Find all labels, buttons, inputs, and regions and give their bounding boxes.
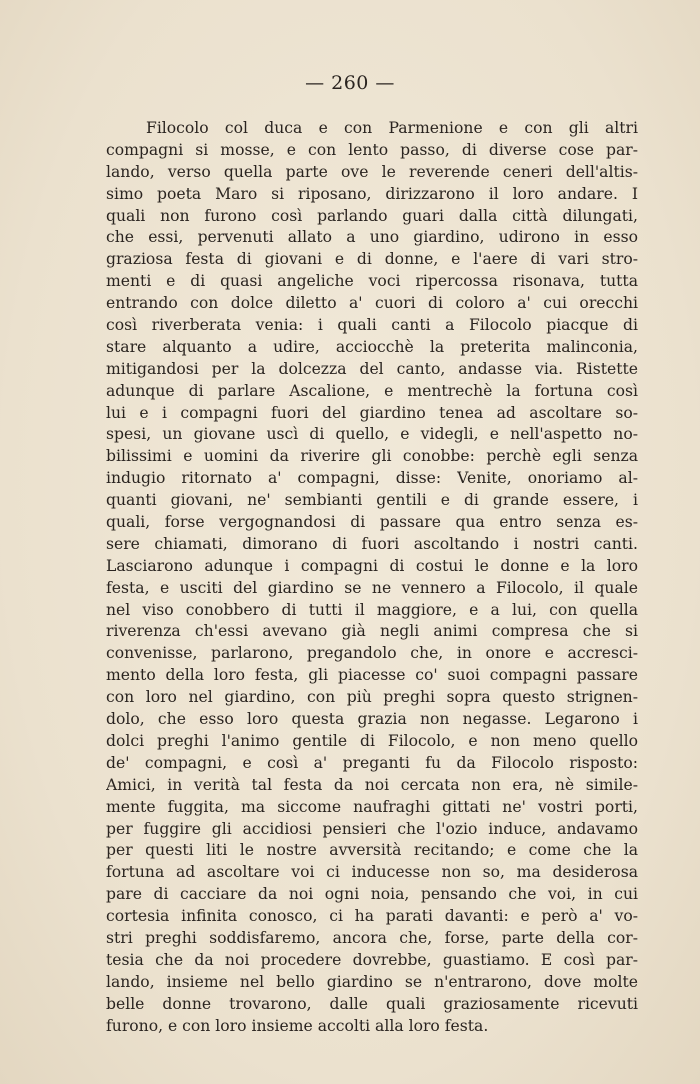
text-line: furono, e con loro insieme accolti alla loro festa. (106, 1016, 489, 1035)
text-line: de' compagni, e così a' preganti fu da Filocolo risposto: (106, 753, 638, 772)
text-line: adunque di parlare Ascalione, e mentrechè la fortuna così (106, 381, 638, 400)
text-line: tesia che da noi procedere dovrebbe, guastiamo. E così par- (106, 950, 638, 969)
text-line: simo poeta Maro si riposano, dirizzarono il loro andare. I (106, 184, 638, 203)
text-line: riverenza ch'essi avevano già negli animi compresa che si (106, 622, 638, 641)
text-line: pare di cacciare da noi ogni noia, pensando che voi, in cui (106, 885, 638, 904)
text-line: lando, verso quella parte ove le reverende ceneri dell'altis- (106, 162, 638, 181)
text-line: che essi, pervenuti allato a uno giardino, udirono in esso (106, 228, 638, 247)
text-line: per questi liti le nostre avversità recitando; e come che la (106, 841, 638, 860)
text-line: con loro nel giardino, con più preghi sopra questo strignen- (106, 688, 638, 707)
text-line: per fuggire gli accidiosi pensieri che l'ozio induce, andavamo (106, 819, 638, 838)
text-line: festa, e usciti del giardino se ne vennero a Filocolo, il quale (106, 578, 638, 597)
text-line: quali non furono così parlando guari dalla città dilungati, (106, 206, 638, 225)
text-line: dolci preghi l'animo gentile di Filocolo, e non meno quello (106, 731, 638, 750)
text-line: nel viso conobbero di tutti il maggiore, e a lui, con quella (106, 600, 638, 619)
text-line: quanti giovani, ne' sembianti gentili e di grande essere, i (106, 491, 638, 510)
text-line: menti e di quasi angeliche voci ripercossa risonava, tutta (106, 272, 638, 291)
text-line: sere chiamati, dimorano di fuori ascoltando i nostri canti. (106, 534, 638, 553)
text-line: belle donne trovarono, dalle quali graziosamente ricevuti (106, 994, 638, 1013)
text-line: bilissimi e uomini da riverire gli conobbe: perchè egli senza (106, 447, 638, 466)
text-line: fortuna ad ascoltare voi ci inducesse non so, ma desiderosa (106, 863, 638, 882)
text-line: così riverberata venia: i quali canti a Filocolo piacque di (106, 316, 638, 335)
text-line: entrando con dolce diletto a' cuori di coloro a' cui orecchi (106, 294, 638, 313)
text-line: mitigandosi per la dolcezza del canto, andasse via. Ristette (106, 359, 638, 378)
text-line: Filocolo col duca e con Parmenione e con gli altri (146, 119, 638, 137)
text-line: indugio ritornato a' compagni, disse: Venite, onoriamo al- (106, 469, 638, 488)
text-line: mento della loro festa, gli piacesse co' suoi compagni passare (106, 666, 638, 685)
text-line: quali, forse vergognandosi di passare qua entro senza es- (106, 513, 638, 532)
page-number: — 260 — (305, 72, 395, 94)
text-line: graziosa festa di giovani e di donne, e l'aere di vari stro- (106, 250, 638, 269)
text-line: convenisse, parlarono, pregandolo che, in onore e accresci- (106, 644, 638, 663)
text-line: cortesia infinita conosco, ci ha parati davanti: e però a' vo- (106, 907, 638, 926)
text-line: lando, insieme nel bello giardino se n'entrarono, dove molte (106, 972, 638, 991)
text-line: Amici, in verità tal festa da noi cercata non era, nè simile- (106, 775, 638, 794)
text-line: spesi, un giovane uscì di quello, e videgli, e nell'aspetto no- (106, 425, 638, 444)
text-line: dolo, che esso loro questa grazia non negasse. Legarono i (106, 710, 638, 729)
text-line: Lasciarono adunque i compagni di costui le donne e la loro (106, 556, 638, 575)
text-line: compagni si mosse, e con lento passo, di diverse cose par- (106, 140, 638, 159)
text-line: lui e i compagni fuori del giardino tenea ad ascoltare so- (106, 403, 638, 422)
text-line: stare alquanto a udire, acciocchè la preterita malinconia, (106, 337, 638, 356)
text-line: stri preghi soddisfaremo, ancora che, forse, parte della cor- (106, 928, 638, 947)
text-line: mente fuggita, ma siccome naufraghi gittati ne' vostri porti, (106, 797, 638, 816)
body-text (106, 118, 638, 1037)
